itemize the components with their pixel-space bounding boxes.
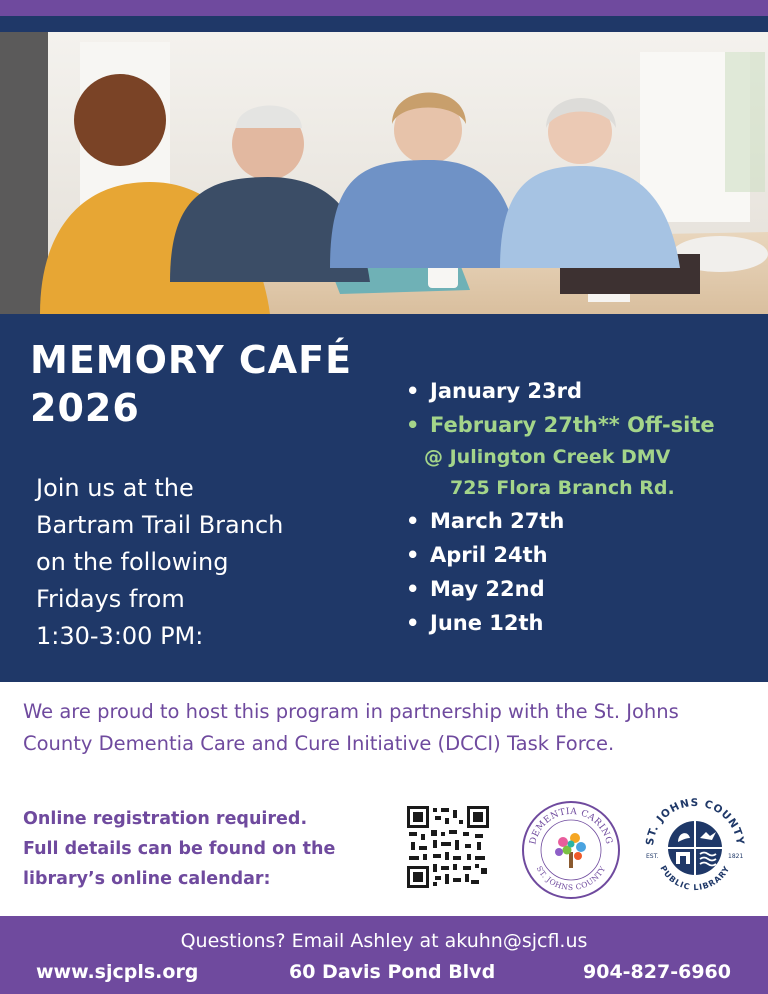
contact-row bbox=[0, 958, 768, 986]
registration-line: Full details can be found on the bbox=[23, 839, 336, 859]
title-line-2: 2026 bbox=[30, 386, 140, 430]
intro-line: Bartram Trail Branch bbox=[36, 511, 284, 539]
date-item-june: • June 12th bbox=[406, 606, 715, 640]
partnership-line: We are proud to host this program in partnership with the St. Johns bbox=[23, 700, 679, 723]
top-purple-stripe bbox=[0, 0, 768, 16]
library-seal-logo bbox=[640, 798, 750, 898]
intro-line: on the following bbox=[36, 548, 229, 576]
contact-footer bbox=[0, 916, 768, 994]
library-logo-bottom-text: PUBLIC LIBRARY bbox=[658, 864, 732, 893]
february-address: 725 Flora Branch Rd. bbox=[450, 477, 675, 499]
top-navy-stripe bbox=[0, 16, 768, 32]
registration-line: Online registration required. bbox=[23, 809, 308, 829]
title-line-1: MEMORY CAFÉ bbox=[30, 338, 353, 382]
date-item-april: • April 24th bbox=[406, 538, 715, 572]
event-title bbox=[30, 336, 352, 432]
intro-line: 1:30-3:00 PM: bbox=[36, 622, 204, 650]
date-item-may: • May 22nd bbox=[406, 572, 715, 606]
partnership-text bbox=[23, 696, 748, 760]
intro-line: Join us at the bbox=[36, 474, 194, 502]
question-email-text: Questions? Email Ashley at akuhn@sjcfl.us bbox=[180, 930, 588, 952]
registration-text bbox=[23, 804, 335, 894]
registration-line: library’s online calendar: bbox=[23, 869, 271, 889]
qr-code-icon[interactable] bbox=[407, 806, 489, 888]
library-logo-est-text: EST. bbox=[646, 853, 659, 860]
phone-number[interactable]: 904-827-6960 bbox=[583, 961, 731, 983]
partnership-line: County Dementia Care and Cure Initiative (DCCI) Task Force. bbox=[23, 732, 615, 755]
dementia-caring-logo bbox=[521, 800, 621, 900]
date-item-february: • February 27th** Off-site bbox=[406, 408, 715, 442]
date-item-january: • January 23rd bbox=[406, 374, 715, 408]
date-item-march: • March 27th bbox=[406, 504, 715, 538]
library-logo-year-text: 1821 bbox=[728, 853, 744, 860]
event-intro bbox=[36, 470, 283, 655]
event-panel bbox=[0, 314, 768, 682]
library-logo-top-text: ST. JOHNS COUNTY bbox=[643, 798, 747, 847]
address-text: 60 Davis Pond Blvd bbox=[289, 961, 496, 983]
date-list bbox=[406, 374, 715, 640]
february-location: @ Julington Creek DMV bbox=[424, 446, 671, 468]
dcci-logo-top-text: DEMENTIA CARING bbox=[528, 806, 614, 846]
dcci-logo-bottom-text: ST. JOHNS COUNTY bbox=[534, 864, 608, 893]
hero-photo bbox=[0, 32, 768, 314]
intro-line: Fridays from bbox=[36, 585, 185, 613]
website-link[interactable]: www.sjcpls.org bbox=[36, 961, 199, 983]
